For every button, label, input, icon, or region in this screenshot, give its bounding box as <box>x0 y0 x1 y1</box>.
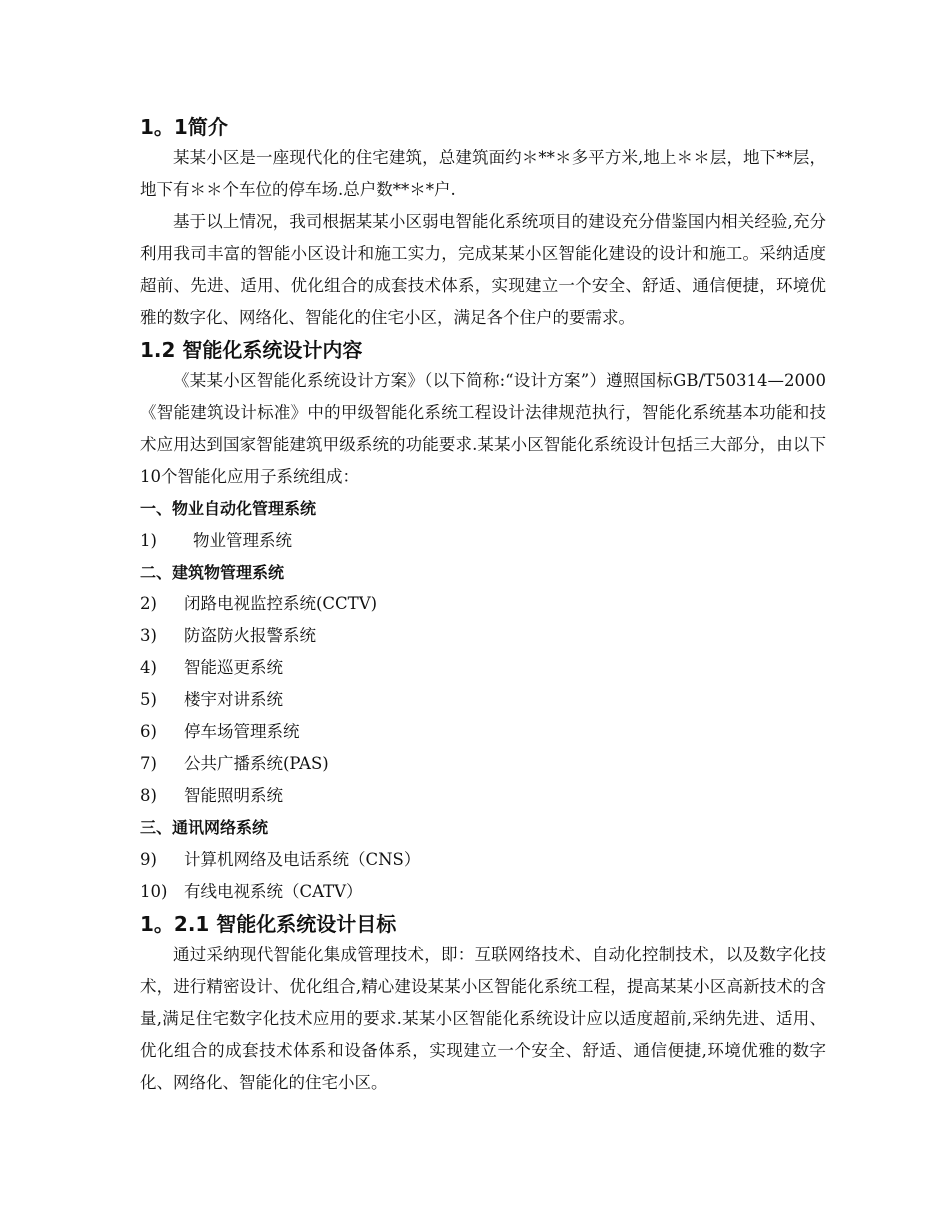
list-item <box>140 780 826 812</box>
list-item-label: 防盗防火报警系统 <box>184 626 316 645</box>
heading-design-goals: 1。2.1 智能化系统设计目标 <box>140 911 397 936</box>
list-item-number: 9) <box>140 849 157 869</box>
list-item <box>140 588 826 620</box>
intro-paragraph-2: 基于以上情况，我司根据某某小区弱电智能化系统项目的建设充分借鉴国内相关经验,充分利用我司丰富的智能小区设计和施工实力，完成某某小区智能化建设的设计和施工。采纳适度超前、先进、适用、优化组合的成套技术体系，实现建立一个安全、舒适、通信便捷，环境优雅的数字化、网络化、智能化的住宅小区，满足各个住户的要需求。 <box>140 212 826 327</box>
list-item <box>140 525 826 557</box>
list-item-label: 闭路电视监控系统(CCTV) <box>184 594 378 613</box>
list-item-number: 5) <box>140 690 157 709</box>
list-item-label: 物业管理系统 <box>193 530 292 550</box>
list-item-number: 1) <box>140 530 157 550</box>
list-item-label: 楼宇对讲系统 <box>184 690 283 709</box>
list-item-label: 智能照明系统 <box>184 786 283 805</box>
list-item <box>140 876 826 908</box>
list-item-label: 有线电视系统（CATV） <box>184 881 363 901</box>
list-item <box>140 748 826 780</box>
list-item-number: 8) <box>140 786 157 805</box>
design-goals-paragraph: 通过采纳现代智能化集成管理技术，即：互联网络技术、自动化控制技术，以及数字化技术，进行精密设计、优化组合,精心建设某某小区智能化系统工程，提高某某小区高新技术的含量,满足住宅数字化技术应用的要求.某某小区智能化系统设计应以适度超前,采纳先进、适用、优化组合的成套技术体系和设备体系，实现建立一个安全、舒适、通信便捷,环境优雅的数字化、网络化、智能化的住宅小区。 <box>140 944 826 1092</box>
list-item <box>140 684 826 716</box>
list-item-number: 6) <box>140 722 157 741</box>
list-item-number: 10) <box>140 881 168 901</box>
list-item-label: 停车场管理系统 <box>184 722 300 741</box>
group-title-building: 二、建筑物管理系统 <box>140 562 285 582</box>
intro-paragraph-1: 某某小区是一座现代化的住宅建筑，总建筑面约＊**＊多平方米,地上＊＊层，地下**层，地下有＊＊个车位的停车场.总户数**＊*户. <box>140 148 826 199</box>
list-item-number: 3) <box>140 626 157 645</box>
list-item <box>140 716 826 748</box>
heading-design-content: 1.2 智能化系统设计内容 <box>140 338 363 362</box>
document-page <box>140 112 826 1099</box>
list-item-label: 公共广播系统(PAS) <box>184 754 329 773</box>
list-item-label: 智能巡更系统 <box>184 658 283 677</box>
list-item <box>140 844 826 876</box>
list-item <box>140 620 826 652</box>
list-item-number: 2) <box>140 594 157 613</box>
group-title-network: 三、通讯网络系统 <box>140 818 269 837</box>
heading-intro: 1。1简介 <box>140 115 228 139</box>
design-content-paragraph: 《某某小区智能化系统设计方案》（以下简称:“设计方案”）遵照国标GB/T50314—2000《智能建筑设计标准》中的甲级智能化系统工程设计法律规范执行，智能化系统基本功能和技术应用达到国家智能建筑甲级系统的功能要求.某某小区智能化系统设计包括三大部分，由以下10个智能化应用子系统组成： <box>140 371 826 486</box>
list-item-number: 7) <box>140 754 157 773</box>
list-item-number: 4) <box>140 658 157 677</box>
list-item <box>140 652 826 684</box>
list-item-label: 计算机网络及电话系统（CNS） <box>184 849 421 869</box>
group-title-property: 一、物业自动化管理系统 <box>140 499 317 518</box>
